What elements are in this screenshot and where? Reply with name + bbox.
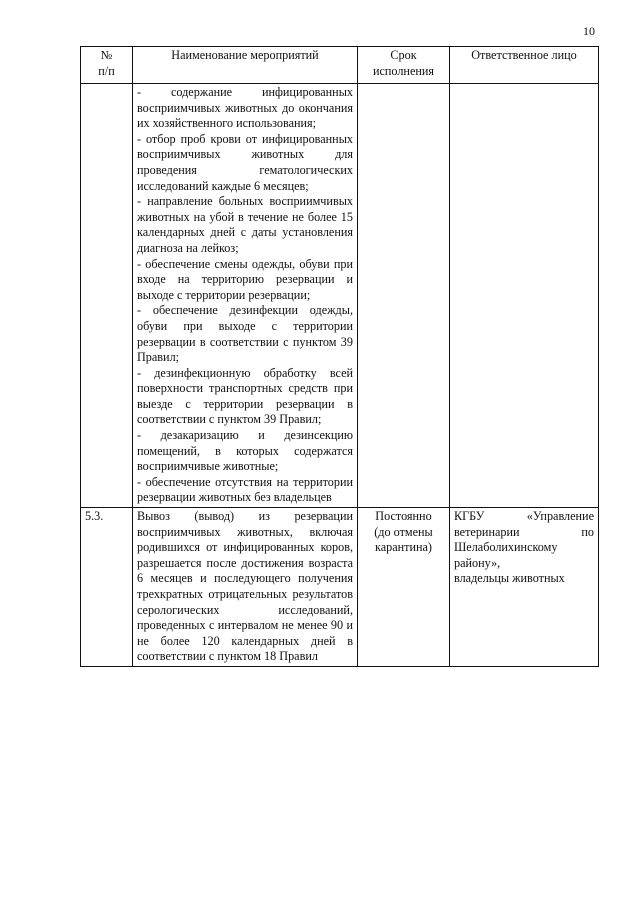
header-responsible: Ответственное лицо [450, 47, 599, 84]
measures-list-cell [133, 84, 358, 508]
header-num [81, 47, 133, 84]
responsible-cell [450, 508, 599, 667]
list-item: - отбор проб крови от инфицированных восприимчивых животных для проведения гематологических исследований каждые 6 месяцев; [137, 131, 353, 193]
row-num-cell: 5.3. [81, 508, 133, 667]
header-term-line-2: исполнения [372, 63, 435, 78]
responsible-cell [450, 84, 599, 508]
responsible-org: КГБУ «Управление ветеринарии по Шелаболихинскому району», [454, 509, 594, 570]
header-term-line-1: Срок [390, 48, 417, 62]
table-row [81, 508, 599, 667]
list-item: - дезинфекционную обработку всей поверхности транспортных средств при выезде с территории резервации в соответствии с пунктом 39 Правил; [137, 365, 353, 427]
header-num-abbr: п/п [98, 63, 115, 78]
term-line: (до отмены [374, 524, 433, 539]
term-line: Постоянно [375, 509, 432, 524]
list-item: - дезакаризацию и дезинсекцию помещений, в которых содержатся восприимчивые животные; [137, 428, 353, 474]
page-number: 10 [583, 24, 595, 38]
list-item: - содержание инфицированных восприимчивых животных до окончания их хозяйственного использования; [137, 85, 353, 131]
header-num-symbol: № [100, 48, 113, 62]
term-line: карантина) [374, 540, 432, 555]
table-row [81, 84, 599, 508]
term-cell [358, 508, 450, 667]
responsible-owners: владельцы животных [454, 571, 565, 586]
measures-table [80, 46, 599, 667]
list-item: - обеспечение смены одежды, обуви при входе на территорию резервации и выходе с территории резервации; [137, 256, 353, 302]
table-header-row [81, 47, 599, 84]
list-item: - направление больных восприимчивых животных на убой в течение не более 15 календарных дней с даты установления диагноза на лейкоз; [137, 194, 353, 255]
header-term [358, 47, 450, 84]
row-num-cell [81, 84, 133, 508]
measure-text-cell: Вывоз (вывод) из резервации восприимчивых животных, включая родившихся от инфицированных коров, разрешается после достижения возраста 6 месяцев и последующего получения трехкратных отрицательных результатов серологических исследований, проведенных с интервалом не менее 90 и не более 120 календарных дней в соответствии с пунктом 18 Правил [133, 508, 358, 667]
header-name: Наименование мероприятий [133, 47, 358, 84]
list-item: - обеспечение дезинфекции одежды, обуви при выходе с территории резервации в соответствии с пунктом 39 Правил; [137, 303, 353, 365]
list-item: - обеспечение отсутствия на территории резервации животных без владельцев [137, 474, 353, 505]
term-cell [358, 84, 450, 508]
